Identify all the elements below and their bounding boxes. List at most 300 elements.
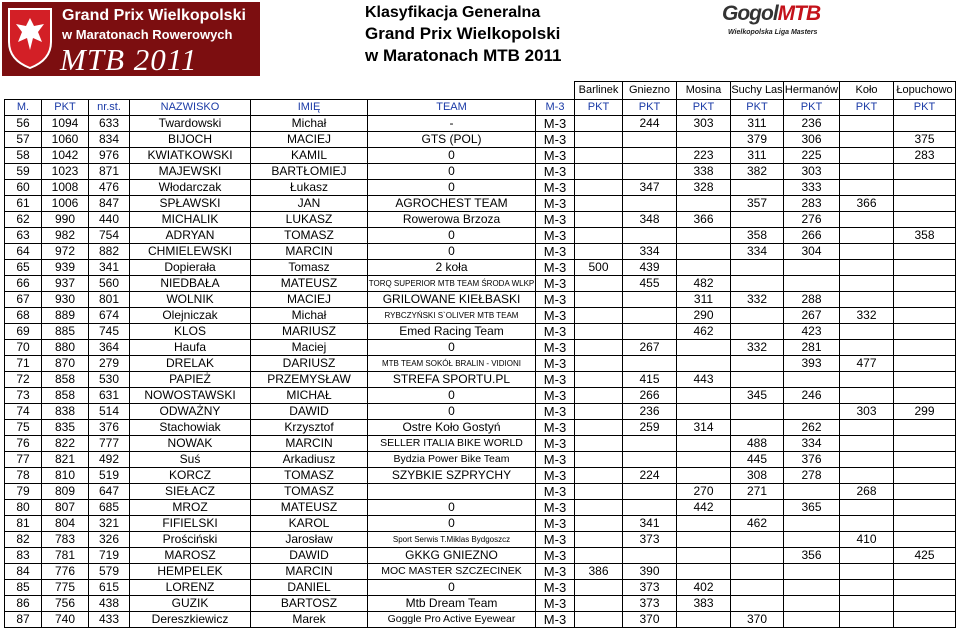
cell-pkt-suchy-las: 357	[731, 196, 784, 212]
cell-pkt-suchy-las	[731, 372, 784, 388]
cell-points: 858	[42, 388, 89, 404]
table-row	[5, 196, 956, 212]
table-row	[5, 484, 956, 500]
cell-pkt-lopuchowo	[894, 420, 956, 436]
cell-points: 821	[42, 452, 89, 468]
cell-pkt-mosina	[677, 516, 731, 532]
cell-pkt-lopuchowo	[894, 276, 956, 292]
cell-pkt-lopuchowo	[894, 308, 956, 324]
cell-pkt-mosina	[677, 356, 731, 372]
cell-surname: NOWAK	[130, 436, 251, 452]
cell-pkt-kolo	[840, 420, 894, 436]
race-barlinek: Barlinek	[575, 82, 623, 100]
cell-place: 72	[5, 372, 42, 388]
cell-pkt-gniezno: 348	[623, 212, 677, 228]
cell-pkt-gniezno: 390	[623, 564, 677, 580]
col-team: TEAM	[368, 100, 536, 116]
blank-cell	[5, 82, 42, 100]
cell-pkt-kolo	[840, 372, 894, 388]
table-row	[5, 372, 956, 388]
cell-category: M-3	[536, 612, 575, 628]
cell-team: RYBCZYŃSKI S`OLIVER MTB TEAM	[368, 308, 536, 324]
cell-start-number: 719	[89, 548, 130, 564]
col-pkt-mosina: PKT	[677, 100, 731, 116]
cell-pkt-kolo	[840, 516, 894, 532]
cell-category: M-3	[536, 564, 575, 580]
cell-team: 0	[368, 516, 536, 532]
table-row	[5, 356, 956, 372]
cell-pkt-mosina	[677, 340, 731, 356]
cell-pkt-suchy-las	[731, 404, 784, 420]
cell-category: M-3	[536, 132, 575, 148]
cell-place: 65	[5, 260, 42, 276]
col-place: M.	[5, 100, 42, 116]
table-row	[5, 340, 956, 356]
cell-pkt-barlinek	[575, 116, 623, 132]
cell-pkt-kolo	[840, 548, 894, 564]
cell-pkt-suchy-las: 332	[731, 340, 784, 356]
cell-pkt-lopuchowo: 358	[894, 228, 956, 244]
cell-start-number: 560	[89, 276, 130, 292]
cell-pkt-lopuchowo	[894, 452, 956, 468]
cell-pkt-suchy-las: 379	[731, 132, 784, 148]
cell-pkt-barlinek	[575, 164, 623, 180]
cell-pkt-gniezno: 244	[623, 116, 677, 132]
cell-team: Emed Racing Team	[368, 324, 536, 340]
cell-category: M-3	[536, 212, 575, 228]
cell-pkt-suchy-las: 462	[731, 516, 784, 532]
cell-points: 858	[42, 372, 89, 388]
cell-points: 822	[42, 436, 89, 452]
cell-pkt-mosina	[677, 532, 731, 548]
grand-prix-banner	[2, 2, 260, 76]
cell-category: M-3	[536, 452, 575, 468]
cell-pkt-hermanow: 303	[784, 164, 840, 180]
cell-pkt-suchy-las	[731, 420, 784, 436]
cell-place: 66	[5, 276, 42, 292]
cell-start-number: 674	[89, 308, 130, 324]
cell-place: 63	[5, 228, 42, 244]
cell-pkt-kolo	[840, 388, 894, 404]
page-title	[365, 3, 605, 67]
cell-points: 740	[42, 612, 89, 628]
cell-pkt-kolo: 477	[840, 356, 894, 372]
banner-title: Grand Prix Wielkopolski	[62, 7, 246, 24]
cell-team: GTS (POL)	[368, 132, 536, 148]
cell-pkt-kolo	[840, 596, 894, 612]
table-row	[5, 212, 956, 228]
cell-pkt-barlinek	[575, 372, 623, 388]
cell-first-name: TOMASZ	[251, 484, 368, 500]
cell-place: 70	[5, 340, 42, 356]
cell-pkt-hermanow	[784, 564, 840, 580]
cell-points: 870	[42, 356, 89, 372]
table-row	[5, 180, 956, 196]
cell-first-name: DANIEL	[251, 580, 368, 596]
cell-surname: WOLNIK	[130, 292, 251, 308]
race-hermanow: Hermanów	[784, 82, 840, 100]
cell-pkt-suchy-las: 488	[731, 436, 784, 452]
cell-points: 1042	[42, 148, 89, 164]
cell-place: 58	[5, 148, 42, 164]
cell-category: M-3	[536, 596, 575, 612]
cell-surname: Haufa	[130, 340, 251, 356]
cell-pkt-gniezno: 439	[623, 260, 677, 276]
cell-pkt-kolo: 332	[840, 308, 894, 324]
cell-pkt-mosina: 303	[677, 116, 731, 132]
cell-points: 885	[42, 324, 89, 340]
cell-pkt-gniezno	[623, 452, 677, 468]
cell-pkt-gniezno: 224	[623, 468, 677, 484]
cell-pkt-mosina: 338	[677, 164, 731, 180]
cell-start-number: 882	[89, 244, 130, 260]
cell-pkt-gniezno: 370	[623, 612, 677, 628]
cell-start-number: 754	[89, 228, 130, 244]
cell-pkt-mosina	[677, 404, 731, 420]
cell-pkt-hermanow: 334	[784, 436, 840, 452]
cell-pkt-lopuchowo	[894, 564, 956, 580]
table-row	[5, 532, 956, 548]
cell-start-number: 433	[89, 612, 130, 628]
cell-pkt-suchy-las: 370	[731, 612, 784, 628]
cell-pkt-suchy-las	[731, 212, 784, 228]
cell-surname: MROZ	[130, 500, 251, 516]
cell-surname: Prościński	[130, 532, 251, 548]
cell-points: 1060	[42, 132, 89, 148]
logo-mtb: MTB	[777, 2, 821, 25]
cell-points: 990	[42, 212, 89, 228]
cell-start-number: 633	[89, 116, 130, 132]
race-kolo: Koło	[840, 82, 894, 100]
cell-first-name: MATEUSZ	[251, 276, 368, 292]
eagle-shield-icon	[6, 6, 54, 70]
table-row	[5, 132, 956, 148]
cell-team: GKKG GNIEZNO	[368, 548, 536, 564]
table-row	[5, 404, 956, 420]
cell-category: M-3	[536, 372, 575, 388]
cell-pkt-kolo	[840, 580, 894, 596]
cell-team: SZYBKIE SZPRYCHY	[368, 468, 536, 484]
cell-pkt-mosina	[677, 452, 731, 468]
race-mosina: Mosina	[677, 82, 731, 100]
cell-pkt-kolo	[840, 164, 894, 180]
cell-pkt-barlinek	[575, 340, 623, 356]
cell-pkt-suchy-las	[731, 260, 784, 276]
table-row	[5, 228, 956, 244]
race-header-row	[5, 82, 956, 100]
cell-start-number: 326	[89, 532, 130, 548]
cell-points: 1008	[42, 180, 89, 196]
cell-place: 60	[5, 180, 42, 196]
cell-place: 68	[5, 308, 42, 324]
cell-surname: Dopierała	[130, 260, 251, 276]
cell-pkt-mosina: 311	[677, 292, 731, 308]
cell-surname: MICHALIK	[130, 212, 251, 228]
cell-pkt-gniezno	[623, 308, 677, 324]
cell-start-number: 492	[89, 452, 130, 468]
cell-start-number: 847	[89, 196, 130, 212]
cell-first-name: MATEUSZ	[251, 500, 368, 516]
cell-points: 982	[42, 228, 89, 244]
cell-first-name: MARCIN	[251, 244, 368, 260]
cell-pkt-gniezno	[623, 500, 677, 516]
cell-pkt-kolo	[840, 260, 894, 276]
cell-pkt-lopuchowo	[894, 340, 956, 356]
cell-pkt-mosina: 402	[677, 580, 731, 596]
cell-surname: MAROSZ	[130, 548, 251, 564]
cell-pkt-mosina	[677, 228, 731, 244]
cell-surname: Twardowski	[130, 116, 251, 132]
cell-pkt-barlinek	[575, 468, 623, 484]
cell-surname: KWIATKOWSKI	[130, 148, 251, 164]
cell-pkt-hermanow	[784, 532, 840, 548]
cell-pkt-mosina: 443	[677, 372, 731, 388]
cell-first-name: DAWID	[251, 404, 368, 420]
cell-points: 838	[42, 404, 89, 420]
cell-pkt-lopuchowo	[894, 116, 956, 132]
cell-category: M-3	[536, 228, 575, 244]
cell-pkt-lopuchowo: 283	[894, 148, 956, 164]
cell-surname: FIFIELSKI	[130, 516, 251, 532]
cell-place: 85	[5, 580, 42, 596]
classification-table	[4, 81, 956, 628]
table-row	[5, 500, 956, 516]
table-row	[5, 276, 956, 292]
cell-place: 74	[5, 404, 42, 420]
cell-points: 835	[42, 420, 89, 436]
cell-pkt-hermanow: 266	[784, 228, 840, 244]
cell-place: 73	[5, 388, 42, 404]
cell-surname: NOWOSTAWSKI	[130, 388, 251, 404]
cell-pkt-mosina	[677, 196, 731, 212]
cell-team: STREFA SPORTU.PL	[368, 372, 536, 388]
table-row	[5, 564, 956, 580]
cell-pkt-hermanow: 246	[784, 388, 840, 404]
blank-cell	[42, 82, 89, 100]
cell-pkt-barlinek	[575, 452, 623, 468]
cell-first-name: LUKASZ	[251, 212, 368, 228]
cell-team: 2 koła	[368, 260, 536, 276]
cell-pkt-mosina: 314	[677, 420, 731, 436]
cell-pkt-gniezno	[623, 356, 677, 372]
cell-category: M-3	[536, 180, 575, 196]
cell-pkt-hermanow: 304	[784, 244, 840, 260]
cell-team: -	[368, 116, 536, 132]
cell-points: 807	[42, 500, 89, 516]
cell-first-name: MARCIN	[251, 436, 368, 452]
cell-first-name: PRZEMYSŁAW	[251, 372, 368, 388]
table-row	[5, 548, 956, 564]
cell-start-number: 519	[89, 468, 130, 484]
cell-points: 781	[42, 548, 89, 564]
cell-team: Ostre Koło Gostyń	[368, 420, 536, 436]
cell-first-name: MARCIN	[251, 564, 368, 580]
cell-start-number: 440	[89, 212, 130, 228]
cell-category: M-3	[536, 532, 575, 548]
cell-pkt-lopuchowo	[894, 180, 956, 196]
cell-pkt-barlinek	[575, 308, 623, 324]
cell-place: 81	[5, 516, 42, 532]
cell-pkt-suchy-las	[731, 308, 784, 324]
cell-team: 0	[368, 340, 536, 356]
cell-pkt-lopuchowo	[894, 580, 956, 596]
cell-pkt-lopuchowo	[894, 612, 956, 628]
table-row	[5, 468, 956, 484]
cell-place: 59	[5, 164, 42, 180]
cell-category: M-3	[536, 324, 575, 340]
table-row	[5, 308, 956, 324]
cell-pkt-hermanow: 281	[784, 340, 840, 356]
cell-pkt-hermanow: 365	[784, 500, 840, 516]
cell-start-number: 341	[89, 260, 130, 276]
col-pkt-suchy-las: PKT	[731, 100, 784, 116]
cell-pkt-hermanow	[784, 596, 840, 612]
cell-pkt-kolo: 303	[840, 404, 894, 420]
cell-pkt-lopuchowo	[894, 324, 956, 340]
cell-pkt-kolo: 366	[840, 196, 894, 212]
cell-team: 0	[368, 580, 536, 596]
cell-pkt-lopuchowo	[894, 500, 956, 516]
logo-subtitle: Wielkopolska Liga Masters	[728, 29, 818, 36]
cell-pkt-hermanow	[784, 260, 840, 276]
col-pkt-kolo: PKT	[840, 100, 894, 116]
table-row	[5, 452, 956, 468]
cell-pkt-gniezno	[623, 484, 677, 500]
cell-place: 86	[5, 596, 42, 612]
cell-team: SELLER ITALIA BIKE WORLD	[368, 436, 536, 452]
col-category: M-3	[536, 100, 575, 116]
cell-start-number: 801	[89, 292, 130, 308]
cell-surname: PAPIEŻ	[130, 372, 251, 388]
banner-subtitle: w Maratonach Rowerowych	[62, 27, 233, 42]
cell-category: M-3	[536, 260, 575, 276]
cell-pkt-kolo	[840, 212, 894, 228]
cell-points: 1023	[42, 164, 89, 180]
cell-place: 56	[5, 116, 42, 132]
cell-pkt-lopuchowo	[894, 596, 956, 612]
cell-pkt-hermanow: 267	[784, 308, 840, 324]
cell-team: GRILOWANE KIEŁBASKI	[368, 292, 536, 308]
cell-pkt-suchy-las	[731, 180, 784, 196]
cell-start-number: 745	[89, 324, 130, 340]
cell-start-number: 777	[89, 436, 130, 452]
cell-start-number: 514	[89, 404, 130, 420]
cell-pkt-suchy-las: 308	[731, 468, 784, 484]
cell-pkt-barlinek	[575, 484, 623, 500]
cell-pkt-lopuchowo	[894, 164, 956, 180]
cell-surname: Olejniczak	[130, 308, 251, 324]
cell-team: 0	[368, 388, 536, 404]
blank-cell	[536, 82, 575, 100]
cell-surname: BIJOCH	[130, 132, 251, 148]
table-row	[5, 612, 956, 628]
cell-pkt-gniezno: 236	[623, 404, 677, 420]
cell-category: M-3	[536, 196, 575, 212]
cell-place: 75	[5, 420, 42, 436]
table-body	[5, 82, 956, 628]
cell-pkt-barlinek	[575, 516, 623, 532]
cell-team: 0	[368, 148, 536, 164]
cell-pkt-mosina: 270	[677, 484, 731, 500]
cell-pkt-mosina	[677, 612, 731, 628]
cell-pkt-gniezno: 266	[623, 388, 677, 404]
cell-first-name: Michał	[251, 308, 368, 324]
cell-points: 756	[42, 596, 89, 612]
cell-pkt-gniezno: 373	[623, 596, 677, 612]
cell-start-number: 530	[89, 372, 130, 388]
cell-pkt-suchy-las: 271	[731, 484, 784, 500]
cell-pkt-lopuchowo	[894, 436, 956, 452]
cell-place: 87	[5, 612, 42, 628]
cell-pkt-barlinek	[575, 388, 623, 404]
cell-pkt-suchy-las: 311	[731, 148, 784, 164]
cell-pkt-kolo: 268	[840, 484, 894, 500]
table-row	[5, 516, 956, 532]
cell-surname: KORCZ	[130, 468, 251, 484]
cell-place: 71	[5, 356, 42, 372]
cell-points: 880	[42, 340, 89, 356]
cell-points: 889	[42, 308, 89, 324]
column-header-row	[5, 100, 956, 116]
cell-team: MTB TEAM SOKÓŁ BRALIN - VIDIONI	[368, 356, 536, 372]
cell-pkt-hermanow	[784, 612, 840, 628]
cell-pkt-lopuchowo	[894, 244, 956, 260]
cell-pkt-gniezno: 267	[623, 340, 677, 356]
cell-pkt-barlinek	[575, 196, 623, 212]
cell-pkt-kolo	[840, 452, 894, 468]
table-row	[5, 260, 956, 276]
cell-pkt-suchy-las: 334	[731, 244, 784, 260]
cell-start-number: 438	[89, 596, 130, 612]
cell-category: M-3	[536, 356, 575, 372]
cell-first-name: KAMIL	[251, 148, 368, 164]
cell-pkt-hermanow: 393	[784, 356, 840, 372]
cell-pkt-kolo	[840, 340, 894, 356]
cell-pkt-gniezno: 341	[623, 516, 677, 532]
cell-pkt-hermanow	[784, 484, 840, 500]
cell-pkt-lopuchowo	[894, 292, 956, 308]
cell-pkt-barlinek	[575, 420, 623, 436]
cell-category: M-3	[536, 148, 575, 164]
cell-pkt-gniezno	[623, 164, 677, 180]
cell-points: 930	[42, 292, 89, 308]
cell-start-number: 615	[89, 580, 130, 596]
cell-start-number: 976	[89, 148, 130, 164]
col-pkt-hermanow: PKT	[784, 100, 840, 116]
cell-pkt-hermanow: 306	[784, 132, 840, 148]
cell-team: 0	[368, 404, 536, 420]
cell-pkt-gniezno: 415	[623, 372, 677, 388]
cell-start-number: 647	[89, 484, 130, 500]
cell-start-number: 579	[89, 564, 130, 580]
cell-surname: KLOS	[130, 324, 251, 340]
cell-pkt-barlinek	[575, 436, 623, 452]
cell-points: 776	[42, 564, 89, 580]
cell-team: Goggle Pro Active Eyewear	[368, 612, 536, 628]
cell-first-name: TOMASZ	[251, 468, 368, 484]
cell-pkt-suchy-las	[731, 356, 784, 372]
cell-team	[368, 484, 536, 500]
cell-team: 0	[368, 228, 536, 244]
cell-team: 0	[368, 500, 536, 516]
cell-pkt-lopuchowo: 299	[894, 404, 956, 420]
cell-start-number: 685	[89, 500, 130, 516]
cell-first-name: MARIUSZ	[251, 324, 368, 340]
cell-pkt-barlinek: 500	[575, 260, 623, 276]
cell-surname: CHMIELEWSKI	[130, 244, 251, 260]
cell-first-name: KAROL	[251, 516, 368, 532]
cell-pkt-hermanow: 356	[784, 548, 840, 564]
